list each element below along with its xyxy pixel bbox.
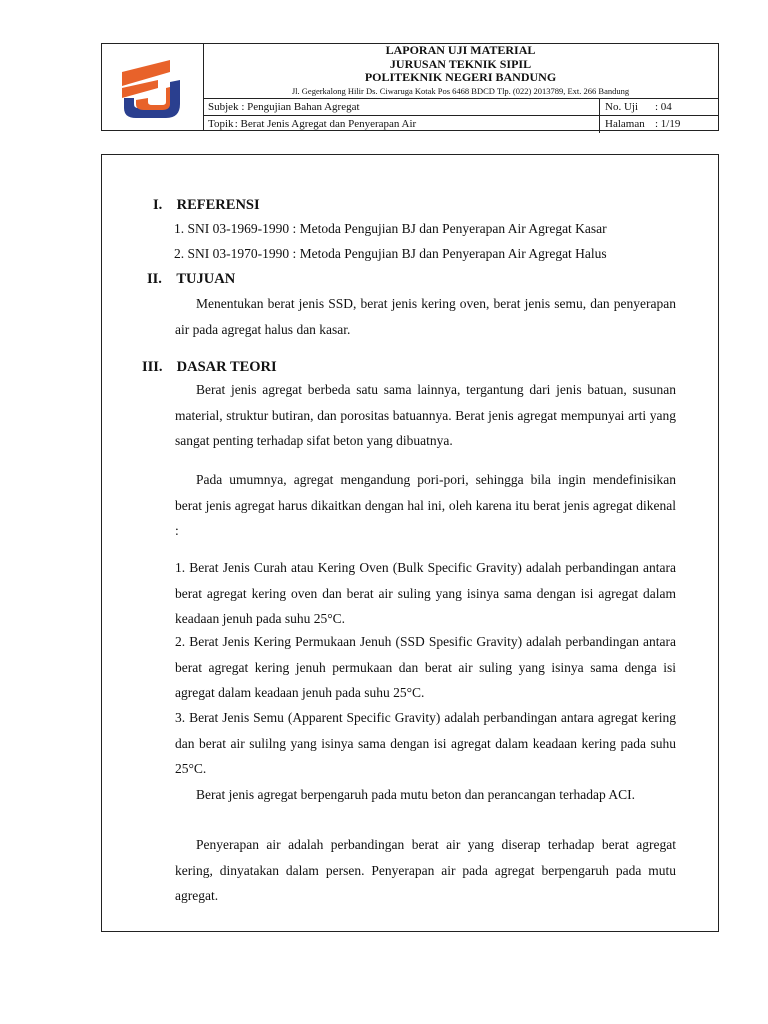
subjek-field bbox=[208, 99, 360, 115]
topik-value: : Berat Jenis Agregat dan Penyerapan Air bbox=[234, 118, 417, 130]
logo-cell bbox=[102, 44, 204, 130]
referensi-item-1: 1. SNI 03-1969-1990 : Metoda Pengujian BJ dan Penyerapan Air Agregat Kasar bbox=[174, 221, 607, 236]
subjek-value: : Pengujian Bahan Agregat bbox=[241, 101, 360, 113]
subjek-label: Subjek bbox=[208, 101, 239, 113]
dasar-teori-item-1: 1. Berat Jenis Curah atau Kering Oven (Bulk Specific Gravity) adalah perbandingan antara berat agregat kering oven dan berat air suling yang isinya sama dengan isi agregat dalam keadaan jenuh pada suhu 25°C. bbox=[175, 560, 676, 626]
section-number: III. bbox=[142, 359, 163, 375]
no-uji-field bbox=[599, 99, 720, 116]
section-referensi-heading bbox=[153, 196, 260, 214]
halaman-value: : 1/19 bbox=[655, 118, 681, 130]
halaman-label: Halaman bbox=[605, 118, 645, 130]
header-address: Jl. Gegerkalong Hilir Ds. Ciwaruga Kotak Pos 6468 BDCD Tlp. (022) 2013789, Ext. 266 Bandung bbox=[291, 85, 630, 96]
section-tujuan-heading bbox=[147, 270, 235, 288]
tujuan-text: Menentukan berat jenis SSD, berat jenis kering oven, berat jenis semu, dan penyerapan air pada agregat halus dan kasar. bbox=[175, 296, 676, 337]
header-row-topik bbox=[203, 115, 718, 133]
header-title-line3: POLITEKNIK NEGERI BANDUNG bbox=[364, 70, 557, 84]
halaman-field bbox=[599, 116, 720, 133]
header-row-subjek bbox=[203, 98, 718, 116]
referensi-item-2: 2. SNI 03-1970-1990 : Metoda Pengujian BJ dan Penyerapan Air Agregat Halus bbox=[174, 246, 607, 261]
dasar-teori-paragraph-1: Berat jenis agregat berbeda satu sama lainnya, tergantung dari jenis batuan, susunan material, struktur butiran, dan porositas batuannya. Berat jenis agregat mempunyai arti yang sangat penting terhadap sifat beton yang dibuatnya. bbox=[175, 382, 676, 448]
section-title: TUJUAN bbox=[176, 271, 236, 287]
section-dasar-teori-heading bbox=[142, 358, 277, 376]
polban-logo-icon bbox=[118, 58, 188, 120]
no-uji-value: : 04 bbox=[655, 101, 672, 113]
section-number: I. bbox=[153, 197, 163, 213]
header-title-line1: LAPORAN UJI MATERIAL bbox=[385, 43, 536, 57]
dasar-teori-item-3: 3. Berat Jenis Semu (Apparent Specific Gravity) adalah perbandingan antara agregat kering dan berat air sulilng yang isinya sama dengan isi agregat dalam keadaan kering pada suhu 25°C. bbox=[175, 710, 676, 776]
no-uji-label: No. Uji bbox=[605, 101, 638, 113]
section-number: II. bbox=[147, 271, 162, 287]
topik-label: Topik bbox=[208, 118, 234, 130]
dasar-teori-item-2: 2. Berat Jenis Kering Permukaan Jenuh (SSD Spesific Gravity) adalah perbandingan antara berat agregat kering jenuh permukaan dan berat air suling yang isinya sama denga isi agregat dalam keadaan jenuh pada suhu 25°C. bbox=[175, 634, 676, 700]
dasar-teori-paragraph-2: Pada umumnya, agregat mengandung pori-pori, sehingga bila ingin mendefinisikan berat jenis agregat harus dikaitkan dengan hal ini, oleh karena itu berat jenis agregat dikenal : bbox=[175, 472, 676, 538]
topik-field bbox=[208, 116, 416, 132]
header-title-line2: JURUSAN TEKNIK SIPIL bbox=[389, 56, 532, 71]
header-title-block bbox=[203, 44, 718, 97]
report-header bbox=[101, 43, 719, 131]
section-title: DASAR TEORI bbox=[176, 359, 277, 375]
section-title: REFERENSI bbox=[176, 197, 260, 213]
dasar-teori-paragraph-3: Berat jenis agregat berpengaruh pada mutu beton dan perancangan terhadap ACI. bbox=[196, 787, 635, 802]
dasar-teori-paragraph-4: Penyerapan air adalah perbandingan berat air yang diserap terhadap berat agregat kering, dinyatakan dalam persen. Penyerapan air pada agregat berpengaruh pada mutu agregat. bbox=[175, 837, 676, 903]
